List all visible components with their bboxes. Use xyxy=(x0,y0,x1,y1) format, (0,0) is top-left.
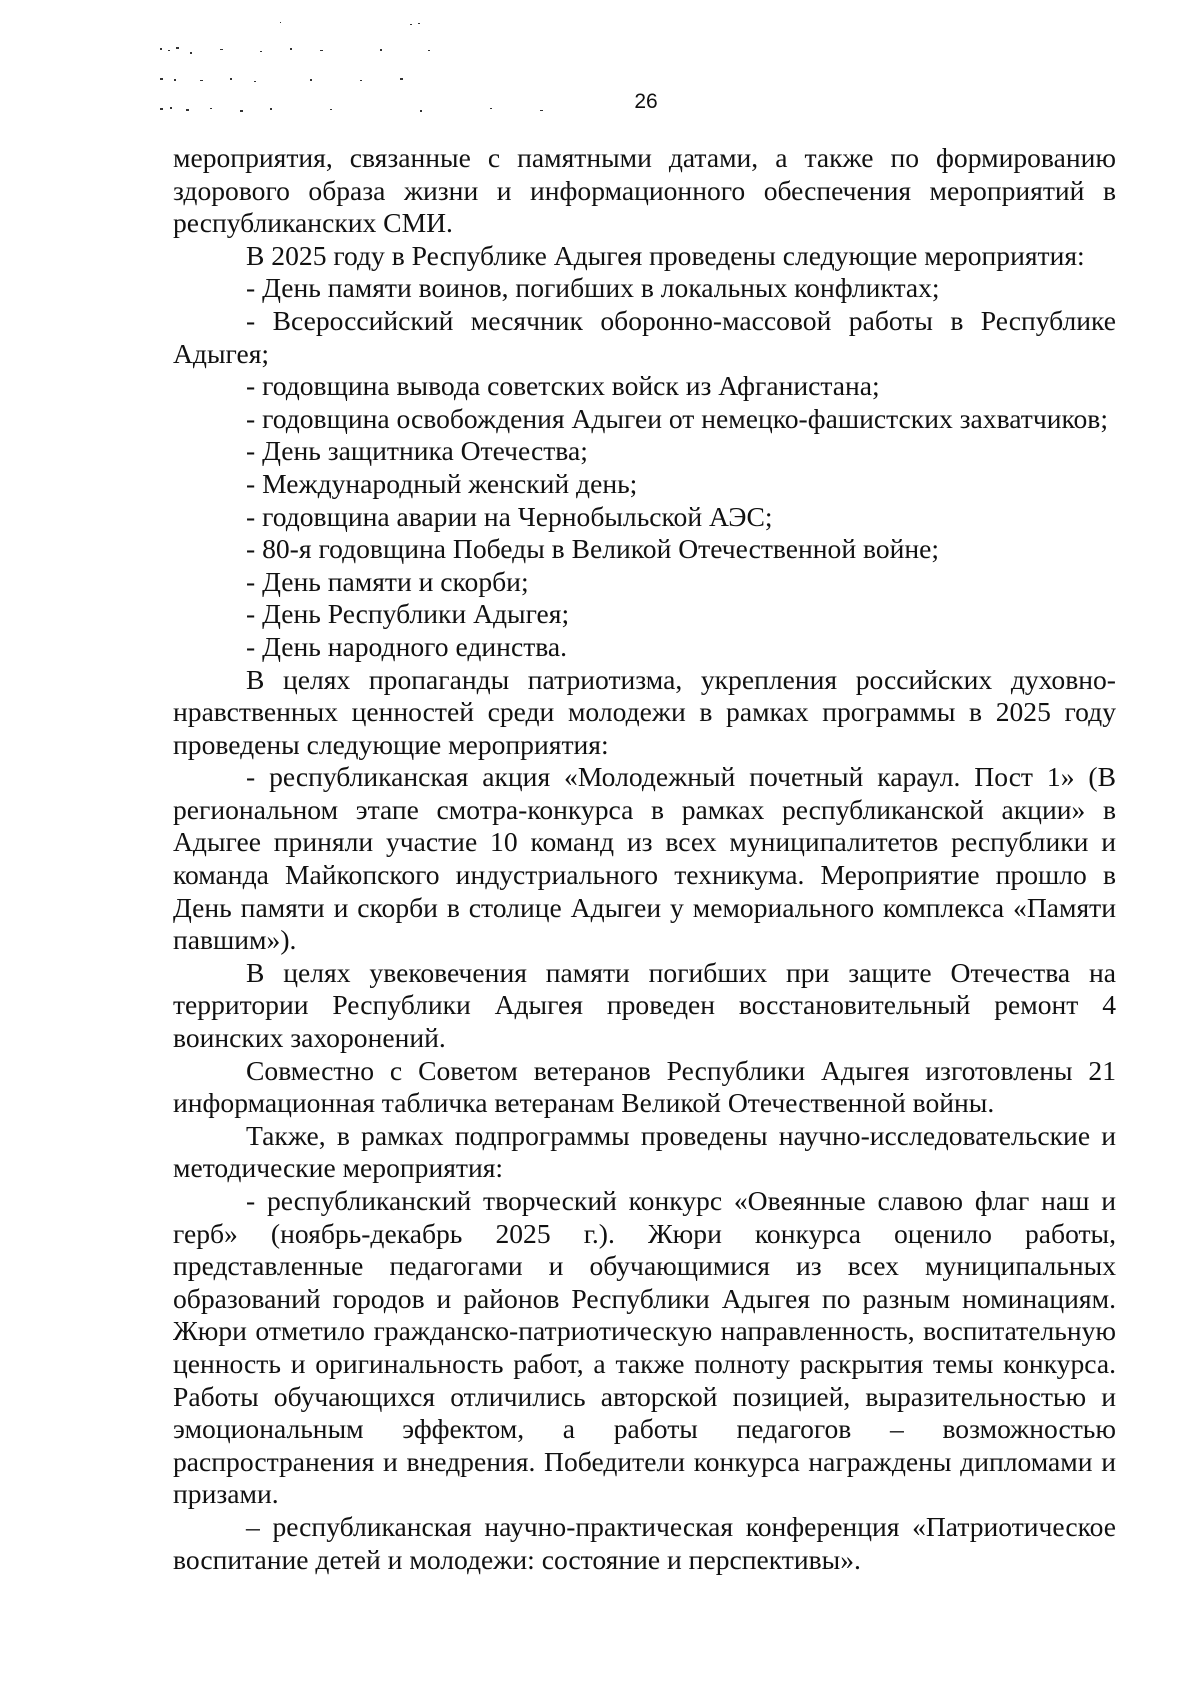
paragraph-intro-continuation: мероприятия, связанные с памятными датами, а также по формированию здорового образа жизни и информационного обеспечения мероприятий в республиканских СМИ. xyxy=(173,142,1116,239)
paragraph-memorial-repair: В целях увековечения памяти погибших при защите Отечества на территории Республики Адыгея проведен восстановительный ремонт 4 воинских захоронений. xyxy=(173,956,1116,1054)
list-item-event: - 80-я годовщина Победы в Великой Отечественной войне; xyxy=(246,533,940,565)
list-item-event: - годовщина аварии на Чернобыльской АЭС; xyxy=(246,500,773,532)
paragraph-research-intro: Также, в рамках подпрограммы проведены научно-исследовательские и методические мероприятия: xyxy=(173,1119,1116,1184)
paragraph-patriotism-goals: В целях пропаганды патриотизма, укрепления российских духовно-нравственных ценностей среди молодежи в рамках программы в 2025 году проведены следующие мероприятия: xyxy=(173,663,1116,760)
list-item-event: - годовщина вывода советских войск из Афганистана; xyxy=(246,370,880,402)
paragraph-honor-guard-action: - республиканская акция «Молодежный почетный караул. Пост 1» (В региональном этапе смотра-конкурса в рамках республиканской акции» в Адыгее приняли участие 10 команд из всех муниципалитетов республики и команда Майкопского индустриального техникума. Мероприятие прошло в День памяти и скорби в столице Адыгеи у мемориального комплекса «Памяти павшим»). xyxy=(173,761,1116,956)
body-text xyxy=(173,142,1116,1576)
list-item-event: - День защитника Отечества; xyxy=(246,435,588,467)
list-item-event: - День Республики Адыгея; xyxy=(246,598,570,630)
list-item-event: - День народного единства. xyxy=(246,630,568,662)
paragraph-conference: – республиканская научно-практическая конференция «Патриотическое воспитание детей и молодежи: состояние и перспективы». xyxy=(173,1510,1116,1575)
page-number: 26 xyxy=(634,90,658,113)
list-item-event: - Международный женский день; xyxy=(246,467,638,499)
list-item-event: - годовщина освобождения Адыгеи от немецко-фашистских захватчиков; xyxy=(246,402,1108,434)
paragraph-events-intro: В 2025 году в Республике Адыгея проведены следующие мероприятия: xyxy=(246,239,1085,271)
list-item-event: - Всероссийский месячник оборонно-массовой работы в Республике Адыгея; xyxy=(173,304,1116,369)
paragraph-veterans-plaques: Совместно с Советом ветеранов Республики Адыгея изготовлены 21 информационная табличка ветеранам Великой Отечественной войны. xyxy=(173,1054,1116,1119)
list-item-event: - День памяти воинов, погибших в локальных конфликтах; xyxy=(246,272,940,304)
paragraph-creative-contest: - республиканский творческий конкурс «Овеянные славою флаг наш и герб» (ноябрь-декабрь 2025 г.). Жюри конкурса оценило работы, представленные педагогами и обучающимися из всех муниципальных образований городов и районов Республики Адыгея по разным номинациям. Жюри отметило гражданско-патриотическую направленность, воспитательную ценность и оригинальность работ, а также полноту раскрытия темы конкурса. Работы обучающихся отличились авторской позицией, выразительностью и эмоциональным эффектом, а работы педагогов – возможностью распространения и внедрения. Победители конкурса награждены дипломами и призами. xyxy=(173,1185,1116,1510)
list-item-event: - День памяти и скорби; xyxy=(246,565,529,597)
